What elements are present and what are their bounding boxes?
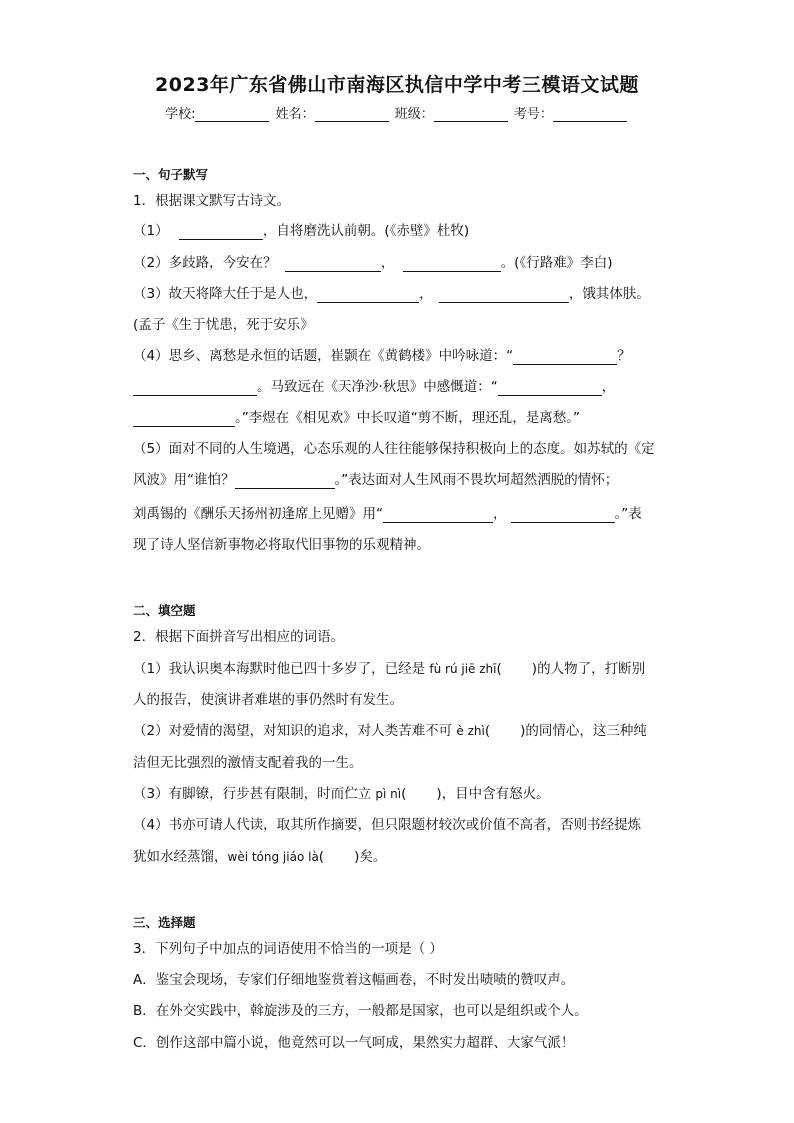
question-line: 人的报告，使演讲者难堪的事仍然时有发生。 bbox=[133, 692, 403, 708]
question-stem: 1．根据课文默写古诗文。 bbox=[133, 193, 291, 209]
question-line bbox=[133, 471, 618, 489]
question-line: (孟子《生于忧患，死于安乐》 bbox=[133, 317, 314, 333]
answer-blank[interactable] bbox=[513, 350, 617, 365]
question-line bbox=[133, 722, 647, 740]
text-span: ， bbox=[601, 379, 616, 395]
text-span: ，饿其体肤。 bbox=[568, 286, 650, 302]
option-b[interactable]: B．在外交实践中，斡旋涉及的三方，一般都是国家，也可以是组织或个人。 bbox=[133, 1003, 588, 1019]
pinyin-text: è zhì bbox=[456, 724, 485, 738]
text-span: 的同情心，这三种纯 bbox=[525, 723, 647, 739]
answer-blank[interactable] bbox=[383, 508, 493, 523]
text-span: ？ bbox=[617, 348, 631, 364]
text-span: （1） bbox=[133, 223, 169, 239]
answer-blank[interactable] bbox=[439, 288, 569, 303]
text-span: 。马致远在《天净沙·秋思》中感慨道：“ bbox=[257, 379, 498, 395]
question-line: 洁但无比强烈的激情支配着我的一生。 bbox=[133, 755, 363, 771]
question-stem: 3．下列句子中加点的词语使用不恰当的一项是（ ） bbox=[133, 941, 443, 957]
text-span: （1）我认识奥本海默时他已四十多岁了，已经是 bbox=[133, 661, 430, 677]
question-line bbox=[133, 660, 645, 678]
text-span: 风波》用“谁怕？ bbox=[133, 472, 235, 488]
question-line bbox=[133, 409, 580, 427]
text-span: 矣。 bbox=[359, 849, 387, 865]
option-a[interactable]: A．鉴宝会现场，专家们仔细地鉴赏着这幅画卷，不时发出啧啧的赞叹声。 bbox=[133, 972, 575, 988]
text-span: 。”表达面对人生风雨不畏坎坷超然洒脱的情怀； bbox=[334, 472, 619, 488]
text-span: ， bbox=[419, 286, 433, 302]
answer-blank[interactable] bbox=[235, 474, 335, 489]
class-label: 班级： bbox=[394, 107, 434, 122]
answer-blank[interactable] bbox=[511, 508, 615, 523]
text-span: （2）对爱情的渴望，对知识的追求，对人类苦难不可 bbox=[133, 723, 457, 739]
name-blank[interactable] bbox=[315, 109, 389, 122]
text-span: ，目中含有怒火。 bbox=[441, 786, 550, 802]
text-span: 的人物了，打断别 bbox=[537, 661, 646, 677]
question-line: 现了诗人坚信新事物必将取代旧事物的乐观精神。 bbox=[133, 537, 430, 553]
text-span: 。”表 bbox=[614, 506, 642, 522]
pinyin-text: wèi tóng jiáo là bbox=[227, 850, 319, 864]
answer-blank[interactable] bbox=[285, 257, 381, 272]
school-blank[interactable] bbox=[195, 109, 269, 122]
answer-paren[interactable]: ( ) bbox=[496, 661, 538, 677]
question-line bbox=[133, 347, 631, 365]
student-info-row bbox=[0, 103, 794, 122]
name-label: 姓名： bbox=[275, 107, 315, 122]
answer-blank[interactable] bbox=[498, 381, 602, 396]
text-span: 刘禹锡的《酬乐天扬州初逢席上见赠》用“ bbox=[133, 506, 383, 522]
exam-no-label: 考号： bbox=[513, 107, 553, 122]
question-line bbox=[133, 222, 469, 240]
text-span: 犹如水经蒸馏， bbox=[133, 849, 228, 865]
text-span: （3）有脚镣，行步甚有限制，时而伫立 bbox=[133, 786, 376, 802]
answer-paren[interactable]: ( ) bbox=[401, 786, 442, 802]
answer-blank[interactable] bbox=[133, 381, 257, 396]
text-span: ， bbox=[380, 255, 395, 271]
exam-no-blank[interactable] bbox=[553, 109, 627, 122]
class-blank[interactable] bbox=[434, 109, 508, 122]
text-span: （2）多歧路，今安在？ bbox=[133, 255, 277, 271]
section-heading: 三、选择题 bbox=[133, 915, 196, 930]
answer-blank[interactable] bbox=[179, 225, 263, 240]
question-line: （4）书亦可请人代读，取其所作摘要，但只限题材较次或价值不高者，否则书经提炼 bbox=[133, 817, 642, 833]
answer-paren[interactable]: ( ) bbox=[484, 723, 526, 739]
question-line bbox=[133, 848, 386, 866]
question-line bbox=[133, 285, 650, 303]
answer-paren[interactable]: ( ) bbox=[318, 849, 360, 865]
pinyin-text: fù rú jiē zhī bbox=[429, 662, 497, 676]
answer-blank[interactable] bbox=[403, 257, 501, 272]
text-span: 。(《行路难》李白) bbox=[500, 255, 613, 271]
text-span: 。”李煜在《相见欢》中长叹道“剪不断，理还乱，是离愁。” bbox=[235, 410, 580, 426]
answer-blank[interactable] bbox=[317, 288, 419, 303]
text-span: ，自将磨洗认前朝。(《赤壁》杜牧) bbox=[262, 223, 470, 239]
section-heading: 一、句子默写 bbox=[133, 167, 209, 182]
question-line: （5）面对不同的人生境遇，心态乐观的人往往能够保持积极向上的态度。如苏轼的《定 bbox=[133, 441, 655, 457]
question-line bbox=[133, 505, 642, 523]
pinyin-text: pì nì bbox=[375, 787, 402, 801]
school-label: 学校: bbox=[165, 107, 196, 122]
section-heading: 二、填空题 bbox=[133, 603, 196, 618]
answer-blank[interactable] bbox=[133, 412, 235, 427]
option-c[interactable]: C．创作这部中篇小说，他竟然可以一气呵成，果然实力超群、大家气派！ bbox=[133, 1035, 575, 1051]
text-span: ， bbox=[493, 506, 507, 522]
question-line bbox=[133, 785, 550, 803]
text-span: （3）故天将降大任于是人也， bbox=[133, 286, 318, 302]
question-line bbox=[133, 254, 612, 272]
question-stem: 2．根据下面拼音写出相应的词语。 bbox=[133, 629, 345, 645]
text-span: （4）思乡、离愁是永恒的话题，崔颢在《黄鹤楼》中吟咏道：“ bbox=[133, 348, 514, 364]
question-line bbox=[133, 378, 615, 396]
exam-title: 2023年广东省佛山市南海区执信中学中考三模语文试题 bbox=[155, 74, 639, 96]
